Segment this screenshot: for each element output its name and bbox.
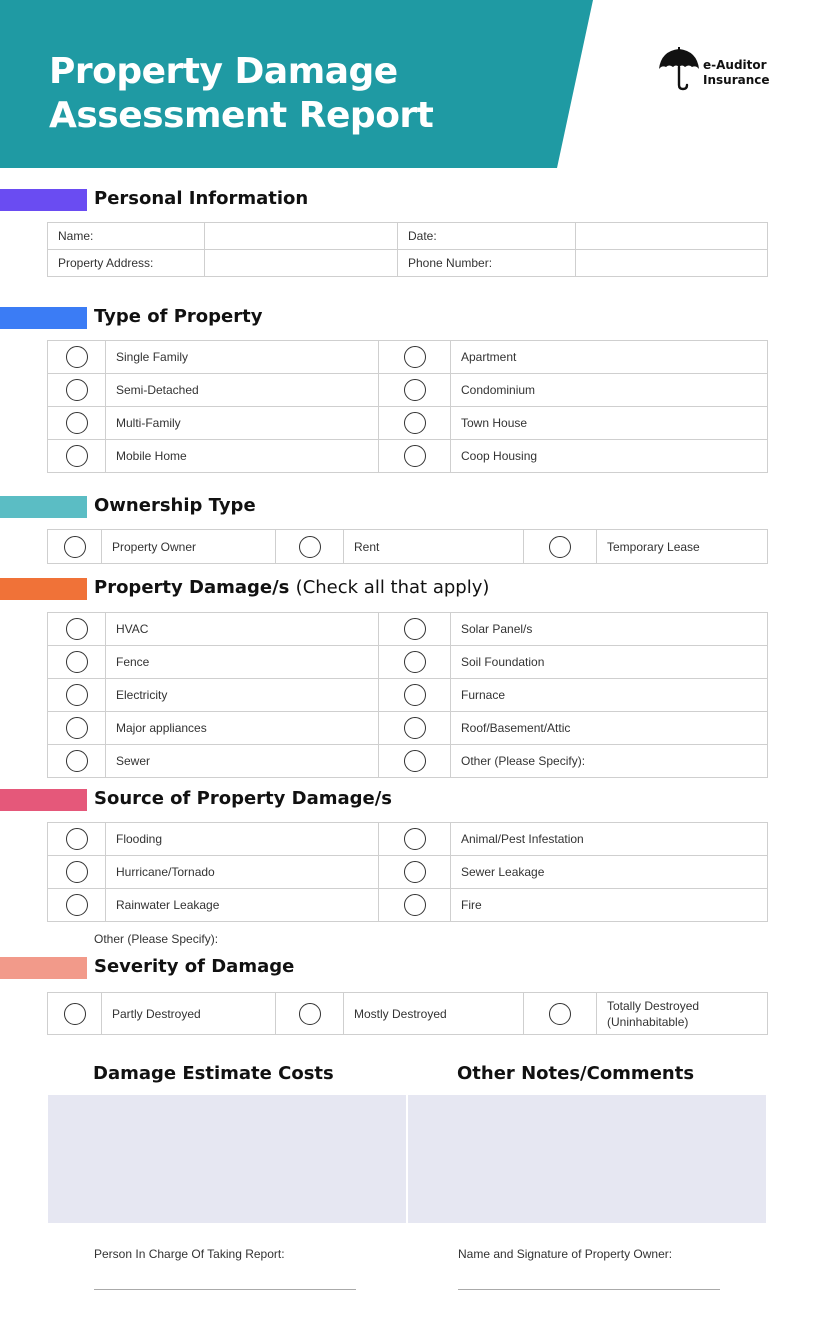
option-label: Hurricane/Tornado bbox=[106, 856, 379, 889]
option-label: Rainwater Leakage bbox=[106, 889, 379, 922]
radio-town-house[interactable] bbox=[404, 412, 426, 434]
severity-table bbox=[47, 992, 768, 1035]
option-label: Partly Destroyed bbox=[102, 993, 276, 1035]
check-solar-panels[interactable] bbox=[404, 618, 426, 640]
radio-partly-destroyed[interactable] bbox=[64, 1003, 86, 1025]
option-label: Multi-Family bbox=[106, 407, 379, 440]
logo-line-1: e-Auditor bbox=[703, 58, 767, 72]
check-fence[interactable] bbox=[66, 651, 88, 673]
damages-title bbox=[94, 577, 489, 599]
radio-semi-detached[interactable] bbox=[66, 379, 88, 401]
option-label: Mostly Destroyed bbox=[344, 993, 524, 1035]
check-rainwater-leakage[interactable] bbox=[66, 894, 88, 916]
ownership-bar bbox=[0, 496, 87, 518]
check-sewer[interactable] bbox=[66, 750, 88, 772]
option-label: Rent bbox=[344, 530, 524, 564]
property-type-bar bbox=[0, 307, 87, 329]
option-label: Roof/Basement/Attic bbox=[451, 712, 768, 745]
property-type-title: Type of Property bbox=[94, 306, 263, 327]
option-label: Soil Foundation bbox=[451, 646, 768, 679]
option-label-line-2: (Uninhabitable) bbox=[607, 1014, 689, 1029]
option-label: Animal/Pest Infestation bbox=[451, 823, 768, 856]
damages-title-sub: (Check all that apply) bbox=[295, 577, 490, 598]
check-electricity[interactable] bbox=[66, 684, 88, 706]
radio-cell bbox=[379, 745, 451, 778]
person-in-charge-signature-line[interactable] bbox=[94, 1289, 356, 1290]
option-label: Coop Housing bbox=[451, 440, 768, 473]
radio-cell bbox=[48, 712, 106, 745]
radio-cell bbox=[379, 341, 451, 374]
date-field[interactable] bbox=[576, 223, 768, 250]
radio-rent[interactable] bbox=[299, 536, 321, 558]
option-label: Furnace bbox=[451, 679, 768, 712]
option-label: Sewer bbox=[106, 745, 379, 778]
option-label: Solar Panel/s bbox=[451, 613, 768, 646]
check-hurricane-tornado[interactable] bbox=[66, 861, 88, 883]
sources-title: Source of Property Damage/s bbox=[94, 788, 393, 809]
radio-cell bbox=[276, 993, 344, 1035]
radio-cell bbox=[379, 407, 451, 440]
damages-title-main: Property Damage/s bbox=[94, 577, 290, 598]
option-label-line-1: Totally Destroyed bbox=[607, 998, 700, 1013]
option-label: Condominium bbox=[451, 374, 768, 407]
option-label: Property Owner bbox=[102, 530, 276, 564]
phone-field[interactable] bbox=[576, 250, 768, 277]
umbrella-icon bbox=[658, 47, 702, 91]
notes-field[interactable] bbox=[408, 1095, 766, 1223]
option-label: Apartment bbox=[451, 341, 768, 374]
page-title bbox=[49, 50, 433, 138]
severity-bar bbox=[0, 957, 87, 979]
option-label: Town House bbox=[451, 407, 768, 440]
damages-bar bbox=[0, 578, 87, 600]
radio-cell bbox=[379, 679, 451, 712]
check-animal-pest[interactable] bbox=[404, 828, 426, 850]
option-label: Single Family bbox=[106, 341, 379, 374]
radio-cell bbox=[48, 993, 102, 1035]
option-label: HVAC bbox=[106, 613, 379, 646]
radio-cell bbox=[48, 407, 106, 440]
personal-info-table bbox=[47, 222, 768, 277]
radio-cell bbox=[379, 440, 451, 473]
severity-title: Severity of Damage bbox=[94, 956, 295, 977]
property-type-table bbox=[47, 340, 768, 473]
option-label: Fire bbox=[451, 889, 768, 922]
check-sewer-leakage[interactable] bbox=[404, 861, 426, 883]
check-soil-foundation[interactable] bbox=[404, 651, 426, 673]
radio-cell bbox=[48, 823, 106, 856]
option-label: Flooding bbox=[106, 823, 379, 856]
radio-cell bbox=[379, 889, 451, 922]
header-banner bbox=[0, 0, 600, 168]
radio-mobile-home[interactable] bbox=[66, 445, 88, 467]
radio-cell bbox=[48, 679, 106, 712]
radio-mostly-destroyed[interactable] bbox=[299, 1003, 321, 1025]
personal-info-title: Personal Information bbox=[94, 188, 309, 209]
address-label: Property Address: bbox=[48, 250, 205, 277]
option-label: Other (Please Specify): bbox=[451, 745, 768, 778]
radio-cell bbox=[379, 823, 451, 856]
radio-cell bbox=[524, 993, 597, 1035]
radio-apartment[interactable] bbox=[404, 346, 426, 368]
option-label: Semi-Detached bbox=[106, 374, 379, 407]
phone-label: Phone Number: bbox=[398, 250, 576, 277]
option-label: Sewer Leakage bbox=[451, 856, 768, 889]
radio-temporary-lease[interactable] bbox=[549, 536, 571, 558]
source-other-label: Other (Please Specify): bbox=[94, 932, 219, 946]
option-label: Electricity bbox=[106, 679, 379, 712]
radio-cell bbox=[276, 530, 344, 564]
owner-signature-label: Name and Signature of Property Owner: bbox=[458, 1247, 673, 1261]
title-line-2: Assessment Report bbox=[49, 95, 434, 136]
check-fire[interactable] bbox=[404, 894, 426, 916]
notes-title: Other Notes/Comments bbox=[457, 1063, 695, 1084]
estimate-costs-field[interactable] bbox=[48, 1095, 406, 1223]
sources-table bbox=[47, 822, 768, 922]
owner-signature-line[interactable] bbox=[458, 1289, 720, 1290]
radio-cell bbox=[379, 374, 451, 407]
radio-cell bbox=[48, 341, 106, 374]
option-label bbox=[597, 993, 768, 1035]
check-major-appliances[interactable] bbox=[66, 717, 88, 739]
date-label: Date: bbox=[398, 223, 576, 250]
option-label: Fence bbox=[106, 646, 379, 679]
ownership-table bbox=[47, 529, 768, 564]
radio-cell bbox=[48, 856, 106, 889]
estimate-title: Damage Estimate Costs bbox=[93, 1063, 334, 1084]
check-flooding[interactable] bbox=[66, 828, 88, 850]
logo-line-2: Insurance bbox=[703, 73, 770, 87]
option-label: Mobile Home bbox=[106, 440, 379, 473]
name-label: Name: bbox=[48, 223, 205, 250]
radio-cell bbox=[48, 374, 106, 407]
radio-cell bbox=[48, 889, 106, 922]
radio-coop-housing[interactable] bbox=[404, 445, 426, 467]
radio-cell bbox=[48, 646, 106, 679]
damages-table bbox=[47, 612, 768, 778]
radio-cell bbox=[379, 712, 451, 745]
radio-totally-destroyed[interactable] bbox=[549, 1003, 571, 1025]
radio-cell bbox=[48, 440, 106, 473]
radio-cell bbox=[379, 856, 451, 889]
title-line-1: Property Damage bbox=[49, 51, 398, 92]
radio-cell bbox=[48, 613, 106, 646]
name-field[interactable] bbox=[205, 223, 398, 250]
option-label: Temporary Lease bbox=[597, 530, 768, 564]
person-in-charge-label: Person In Charge Of Taking Report: bbox=[94, 1247, 285, 1261]
option-label: Major appliances bbox=[106, 712, 379, 745]
personal-info-bar bbox=[0, 189, 87, 211]
radio-property-owner[interactable] bbox=[64, 536, 86, 558]
radio-cell bbox=[379, 646, 451, 679]
company-logo bbox=[658, 47, 778, 91]
radio-cell bbox=[379, 613, 451, 646]
logo-text bbox=[703, 58, 770, 88]
check-other-damage[interactable] bbox=[404, 750, 426, 772]
check-roof-basement-attic[interactable] bbox=[404, 717, 426, 739]
check-furnace[interactable] bbox=[404, 684, 426, 706]
radio-multi-family[interactable] bbox=[66, 412, 88, 434]
ownership-title: Ownership Type bbox=[94, 495, 256, 516]
sources-bar bbox=[0, 789, 87, 811]
check-hvac[interactable] bbox=[66, 618, 88, 640]
radio-cell bbox=[524, 530, 597, 564]
address-field[interactable] bbox=[205, 250, 398, 277]
radio-cell bbox=[48, 530, 102, 564]
radio-single-family[interactable] bbox=[66, 346, 88, 368]
radio-cell bbox=[48, 745, 106, 778]
radio-condominium[interactable] bbox=[404, 379, 426, 401]
